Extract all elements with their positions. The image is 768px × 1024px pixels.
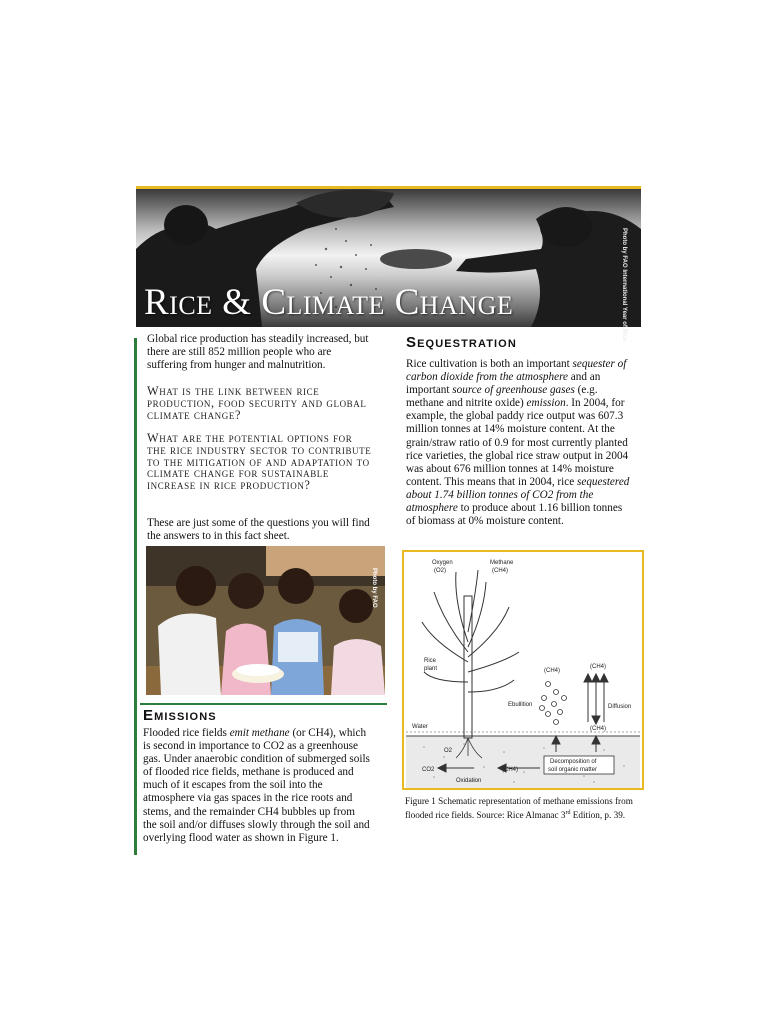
label-oxygen: Oxygen <box>432 560 453 566</box>
label-decomposition: Decomposition of <box>550 759 597 765</box>
intro-paragraph: Global rice production has steadily increased, but there are still 852 million people who are suffering from hunger and malnutrition. <box>147 333 369 372</box>
children-photo-credit: Photo by FAO <box>371 568 377 608</box>
emissions-heading: Emissions <box>143 707 217 724</box>
label-plant: plant <box>424 666 438 672</box>
label-water: Water <box>412 724 428 730</box>
page-title: Rice & Climate Change <box>144 282 514 323</box>
label-co2: CO2 <box>422 767 435 773</box>
label-oxidation: Oxidation <box>456 778 482 784</box>
children-photo <box>146 546 385 695</box>
label-ch4: (CH4) <box>492 568 508 574</box>
label-o2: (O2) <box>434 568 446 574</box>
intro-question-1: What is the link between rice production, food security and global climate change? <box>147 384 367 422</box>
banner-photo-credit: Photo by FAO International Year of Rice <box>621 228 627 342</box>
label-ebullition: Ebullition <box>508 702 533 708</box>
methane-figure <box>402 550 644 790</box>
label-ch4-b: (CH4) <box>590 664 606 670</box>
sequestration-paragraph: Rice cultivation is both an important sequester of carbon dioxide from the atmosphere and an important source of greenhouse gases (e.g. methane and nitrite oxide) emission. In 2004, for example, the global paddy rice output was 607.3 million tonnes at 14% moisture content. At the grain/straw ratio of 0.9 for most currently planted rice varieties, the global rice straw output in 2004 was about 676 million tonnes at 14% moisture content. This means that in 2004, rice sequestered about 1.74 billion tonnes of CO2 from the atmosphere to produce about 1.16 billion tonnes of biomass at 0% moisture content. <box>406 358 630 528</box>
emissions-rule <box>140 703 387 705</box>
label-o2-small: O2 <box>444 748 453 754</box>
methane-diagram <box>404 552 642 788</box>
label-ch4-soil: (CH4) <box>502 767 518 773</box>
label-ch4-c: (CH4) <box>590 726 606 732</box>
figure-caption: Figure 1 Schematic representation of methane emissions from flooded rice fields. Source: Rice Almanac 3rd Edition, p. 39. <box>405 796 633 821</box>
sequestration-heading: Sequestration <box>406 334 517 351</box>
label-rice: Rice <box>424 658 437 664</box>
label-diffusion: Diffusion <box>608 704 632 710</box>
label-methane: Methane <box>490 560 514 566</box>
left-column-rule <box>134 338 137 855</box>
label-soil-organic-matter: soil organic matter <box>548 767 598 773</box>
intro-question-2: What are the potential options for the rice industry sector to contribute to the mitigation of and adaptation to climate change for sustainable increase in rice production? <box>147 431 372 493</box>
label-ch4-a: (CH4) <box>544 668 560 674</box>
emissions-paragraph: Flooded rice fields emit methane (or CH4), which is second in importance to CO2 as a greenhouse gas. Under anaerobic condition of submerged soils of flooded rice fields, methane is produced and much of it escapes from the soil into the atmosphere via gas spaces in the rice roots and stems, and the remainder CH4 bubbles up from the soil and/or diffuses slowly through the soil and overlying flood water as shown in Figure 1. <box>143 727 370 844</box>
banner-photo <box>136 189 641 327</box>
intro-closing-paragraph: These are just some of the questions you will find the answers to in this fact sheet. <box>147 517 370 543</box>
